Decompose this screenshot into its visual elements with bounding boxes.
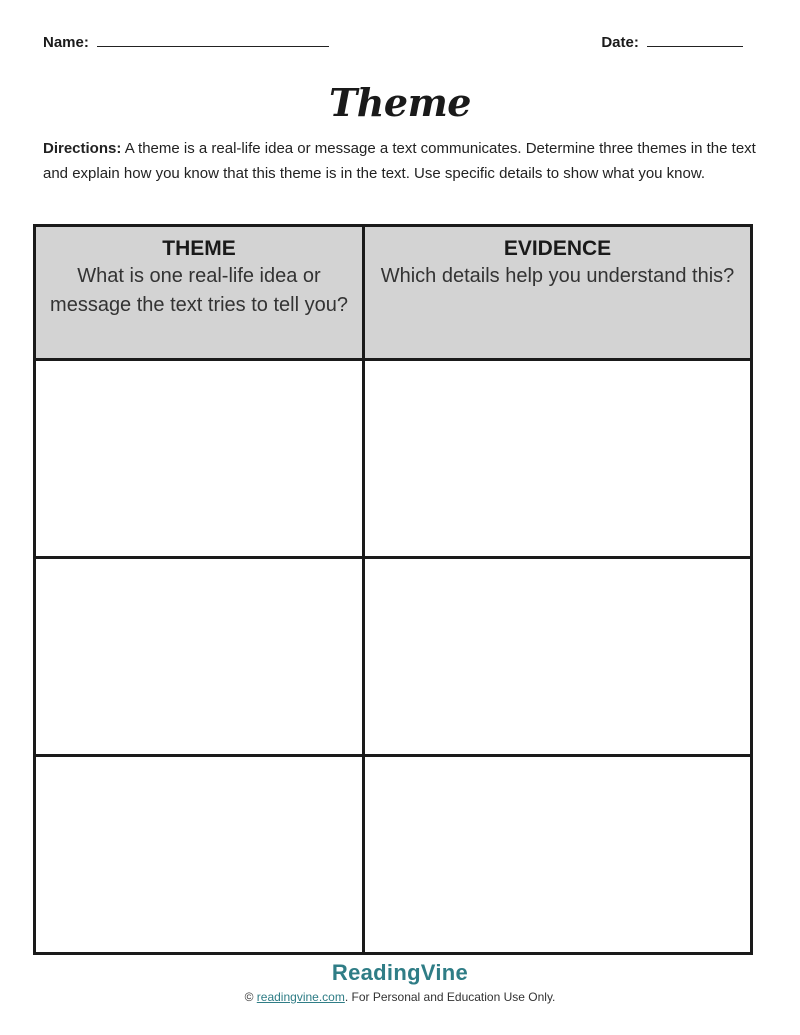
theme-column-question: What is one real-life idea or message the text tries to tell you? (50, 265, 348, 316)
directions (43, 137, 761, 186)
directions-label: Directions: (43, 140, 122, 157)
table-row (35, 756, 752, 954)
table-header-row (35, 226, 752, 360)
theme-evidence-table (33, 224, 753, 955)
page-title: Theme (329, 80, 471, 125)
evidence-column-title: EVIDENCE (503, 237, 612, 260)
brand-logo: ReadingVine (331, 960, 469, 985)
copyright-text: . For Personal and Education Use Only. (344, 990, 556, 1004)
evidence-column-question: Which details help you understand this? (380, 265, 735, 287)
table-row (35, 558, 752, 756)
theme-answer-cell-2[interactable] (35, 558, 364, 756)
theme-answer-cell-3[interactable] (35, 756, 364, 954)
header-row (43, 32, 743, 54)
theme-column-title: THEME (162, 237, 236, 260)
theme-answer-cell-1[interactable] (35, 360, 364, 558)
name-field[interactable] (43, 32, 329, 51)
name-label: Name: (43, 34, 89, 51)
readingvine-link[interactable]: readingvine.com (256, 990, 345, 1004)
evidence-column-header (364, 226, 752, 360)
name-blank-line[interactable] (97, 32, 329, 47)
directions-text: A theme is a real-life idea or message a text communicates. Determine three themes in the text and explain how you know that this theme is in the text. Use specific details to show what you know. (43, 140, 756, 182)
copyright-symbol: © (244, 990, 254, 1004)
evidence-answer-cell-2[interactable] (364, 558, 752, 756)
evidence-answer-cell-3[interactable] (364, 756, 752, 954)
copyright-notice (0, 990, 800, 1004)
evidence-answer-cell-1[interactable] (364, 360, 752, 558)
table-row (35, 360, 752, 558)
date-blank-line[interactable] (647, 32, 743, 47)
date-label: Date: (601, 34, 639, 51)
date-field[interactable] (601, 32, 743, 51)
theme-column-header (35, 226, 364, 360)
